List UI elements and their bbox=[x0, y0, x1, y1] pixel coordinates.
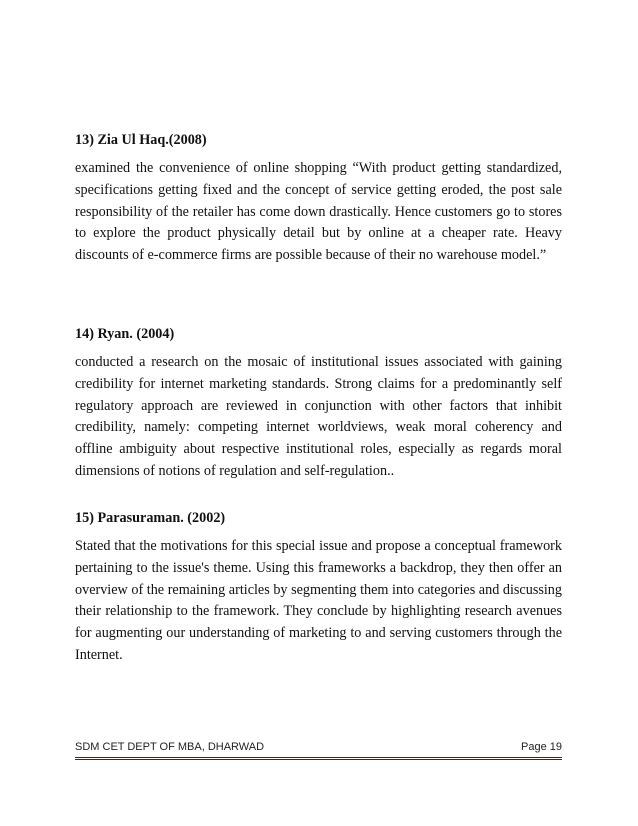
literature-entry-14 bbox=[75, 325, 562, 483]
entry-heading: 15) Parasuraman. (2002) bbox=[75, 510, 226, 526]
entry-heading: 13) Zia Ul Haq.(2008) bbox=[75, 132, 207, 148]
literature-entry-13 bbox=[75, 131, 562, 267]
entry-heading: 14) Ryan. (2004) bbox=[75, 326, 175, 342]
footer-page-number: Page 19 bbox=[521, 741, 562, 753]
page-footer bbox=[75, 741, 562, 760]
literature-entry-15 bbox=[75, 509, 562, 667]
entry-paragraph: examined the convenience of online shopping “With product getting standardized, specifications getting fixed and the concept of service getting eroded, the post sale responsibility of the retailer has come down drastically. Hence customers go to stores to explore the product physically detail but by online at a cheaper rate. Heavy discounts of e-commerce firms are possible because of their no warehouse model.” bbox=[75, 160, 562, 264]
footer-institution: SDM CET DEPT OF MBA, DHARWAD bbox=[75, 741, 265, 753]
entry-paragraph: Stated that the motivations for this special issue and propose a conceptual framework pertaining to the issue's theme. Using this frameworks a backdrop, they then offer an overview of the remaining articles by segmenting them into categories and discussing their relationship to the framework. They conclude by highlighting research avenues for augmenting our understanding of marketing to and serving customers through the Internet. bbox=[75, 538, 562, 663]
entry-paragraph: conducted a research on the mosaic of institutional issues associated with gaining credibility for internet marketing standards. Strong claims for a predominantly self regulatory approach are reviewed in conjunction with other factors that inhibit credibility, namely: competing internet worldviews, weak moral coherency and offline ambiguity about respective institutional roles, especially as regards moral dimensions of notions of regulation and self-regulation.. bbox=[75, 354, 562, 479]
